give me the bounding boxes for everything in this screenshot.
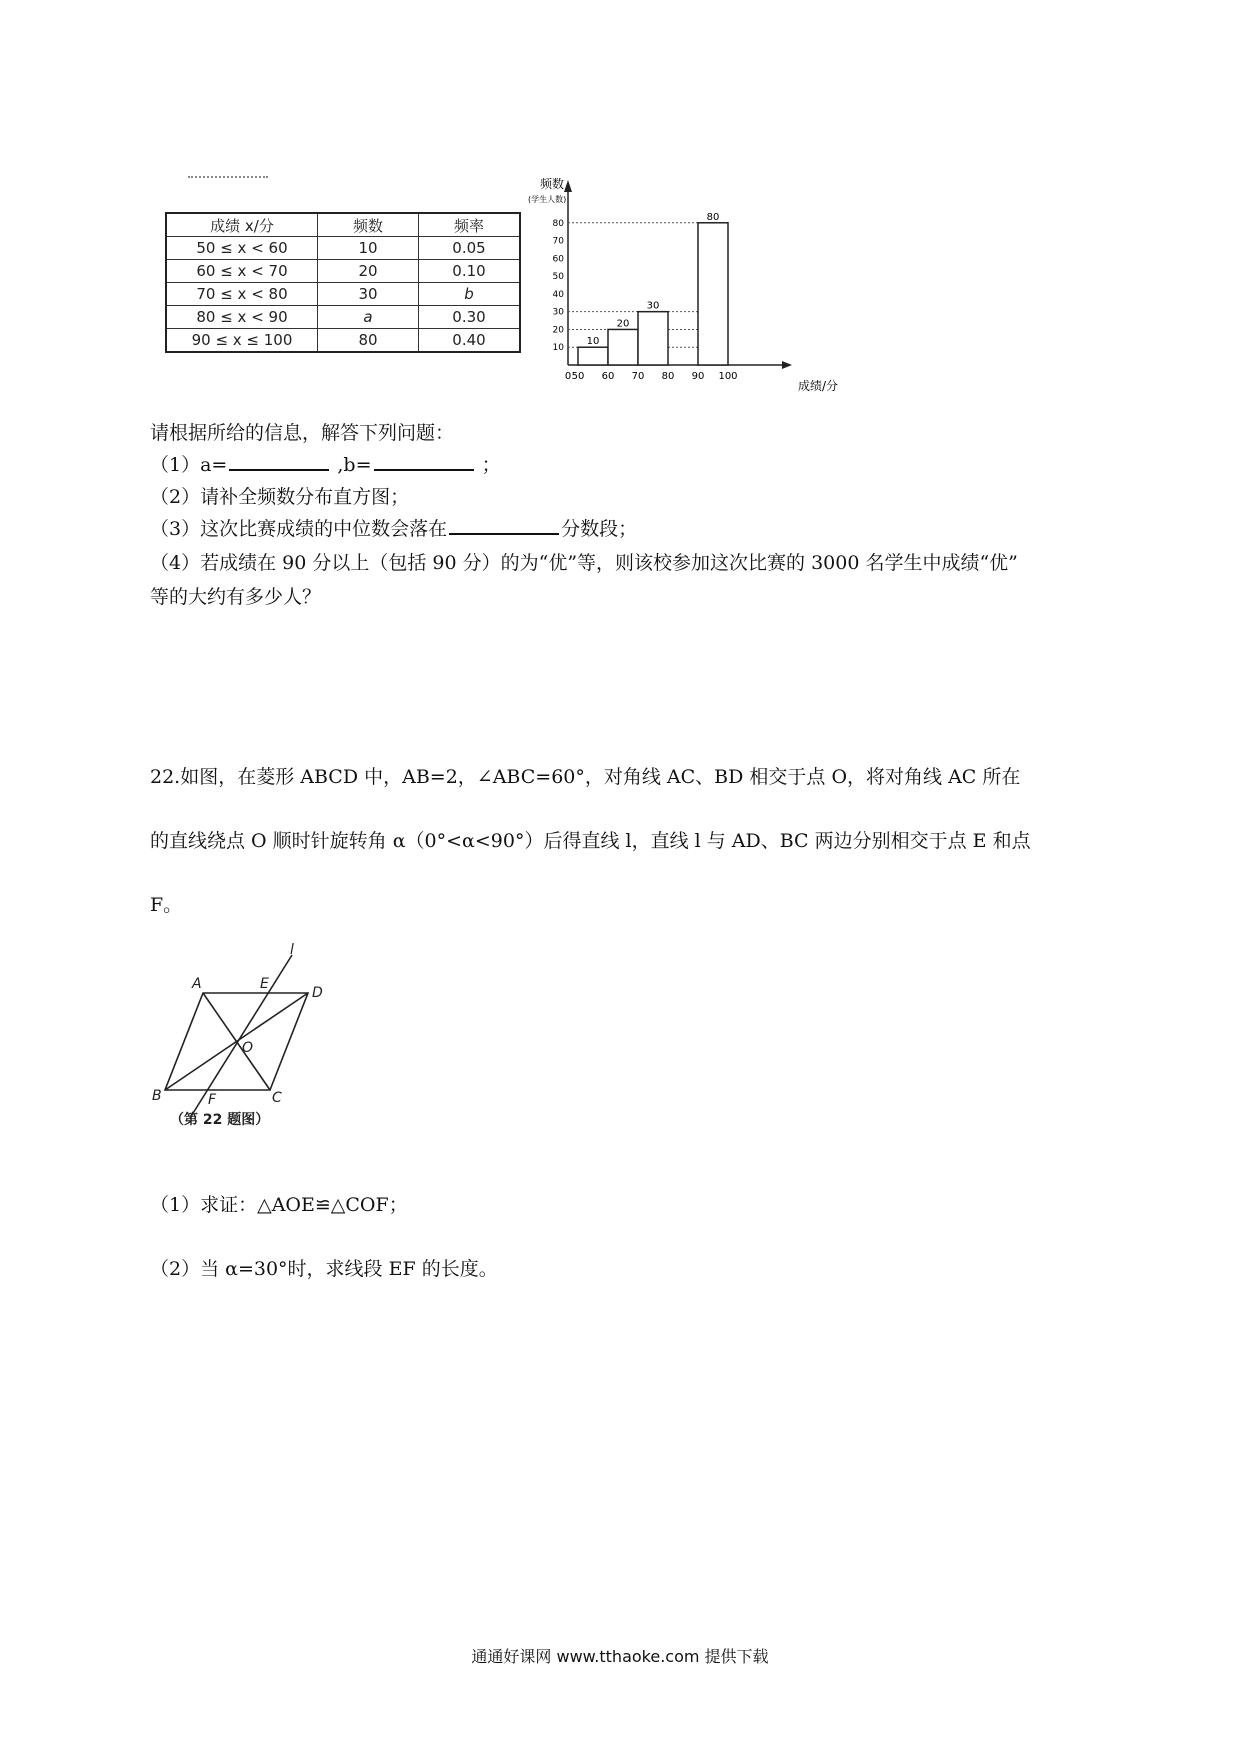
q22-line1: 22.如图，在菱形 ABCD 中，AB=2，∠ABC=60°，对角线 AC、BD 相交于点 O，将对角线 AC 所在 [150, 766, 1021, 788]
q22-sub1: （1）求证：△AOE≌△COF； [150, 1194, 408, 1216]
label-c: C [272, 1090, 282, 1106]
y-axis-arrow [564, 180, 572, 192]
bar-data-label: 80 [706, 211, 720, 223]
scan-mark [188, 176, 268, 178]
q21-part3-pre: （3）这次比赛成绩的中位数会落在 [150, 518, 448, 540]
x-axis-title: 成绩/分 [798, 379, 839, 393]
label-o: O [242, 1040, 254, 1056]
chart-bars [578, 212, 728, 365]
q21-part2: （2）请补全频数分布直方图； [150, 486, 410, 508]
table-header: 频率 [419, 213, 521, 237]
table-cell: 80 [318, 329, 419, 353]
y-tick-label: 70 [552, 236, 564, 247]
table-row [166, 283, 520, 306]
rhombus-figure [150, 940, 350, 1130]
answer-blank-a [229, 451, 329, 471]
y-tick-label: 60 [552, 254, 564, 265]
y-tick-label: 30 [552, 307, 564, 318]
table-cell: 60 ≤ x < 70 [166, 260, 318, 283]
x-tick-label: 50 [571, 371, 585, 382]
table-cell: 50 ≤ x < 60 [166, 237, 318, 260]
table-cell: 10 [318, 237, 419, 260]
q21-part1-b-label: ,b= [337, 454, 372, 476]
table-cell: 30 [318, 283, 419, 306]
answer-blank-median [449, 515, 559, 535]
table-cell: 0.30 [419, 306, 521, 329]
y-axis-title: 频数 [540, 177, 565, 191]
x-ticks [565, 371, 738, 382]
label-f: F [208, 1092, 217, 1108]
q21-part4-line1: （4）若成绩在 90 分以上（包括 90 分）的为“优”等，则该校参加这次比赛的 3000 名学生中成绩“优” [150, 552, 1018, 574]
q21-part3-post: 分数段； [561, 518, 638, 540]
y-ticks [553, 219, 565, 353]
q21-part4-line2: 等的大约有多少人？ [150, 586, 322, 608]
x-tick-label: 60 [601, 371, 615, 382]
histogram-bar [698, 223, 728, 365]
q21-intro: 请根据所给的信息，解答下列问题： [150, 422, 455, 444]
table-cell: 90 ≤ x ≤ 100 [166, 329, 318, 353]
table-header: 频数 [318, 213, 419, 237]
table-cell: a [318, 306, 419, 329]
q22-line3: F。 [150, 894, 183, 916]
y-axis-subtitle: (学生人数) [528, 195, 567, 204]
table-header-row [166, 213, 520, 237]
bar-data-label: 20 [616, 318, 630, 330]
x-tick-label: 70 [631, 371, 645, 382]
bar-data-label: 10 [586, 336, 600, 348]
x-tick-label: 0 [564, 371, 572, 382]
diagonal-bd [165, 993, 308, 1090]
table-cell: 0.40 [419, 329, 521, 353]
page-footer: 通通好课网 www.tthaoke.com 提供下载 [471, 1647, 769, 1666]
table-cell: 0.05 [419, 237, 521, 260]
label-b: B [152, 1088, 162, 1104]
histogram-bar [638, 312, 668, 365]
table-cell: 80 ≤ x < 90 [166, 306, 318, 329]
q21-part1 [150, 450, 501, 477]
table-cell: b [419, 283, 521, 306]
q21-part3 [150, 514, 637, 541]
label-l: l [290, 942, 294, 958]
y-tick-label: 10 [552, 343, 564, 354]
q22-line2: 的直线绕点 O 顺时针旋转角 α（0°<α<90°）后得直线 l，直线 l 与 AD、BC 两边分别相交于点 E 和点 [150, 830, 1031, 852]
x-axis-arrow [782, 361, 792, 369]
histogram-bar [578, 347, 608, 365]
label-d: D [312, 985, 323, 1001]
table-row [166, 329, 520, 353]
q22-sub2: （2）当 α=30°时，求线段 EF 的长度。 [150, 1258, 498, 1280]
frequency-table [165, 212, 521, 353]
table-cell: 0.10 [419, 260, 521, 283]
label-e: E [260, 976, 269, 992]
table-row [166, 237, 520, 260]
frequency-histogram [520, 170, 880, 395]
table-row [166, 260, 520, 283]
bar-data-label: 30 [646, 300, 660, 312]
label-a: A [192, 976, 202, 992]
y-tick-label: 20 [552, 325, 564, 336]
q21-part1-end: ； [481, 454, 501, 476]
q21-part1-a-label: （1）a= [150, 454, 228, 476]
table-header: 成绩 x/分 [166, 213, 318, 237]
table-cell: 20 [318, 260, 419, 283]
y-tick-label: 40 [552, 289, 564, 300]
x-tick-label: 90 [691, 371, 705, 382]
y-tick-label: 50 [552, 272, 564, 283]
x-tick-label: 100 [718, 371, 738, 382]
answer-blank-b [374, 451, 474, 471]
histogram-bar [608, 329, 638, 365]
table-row [166, 306, 520, 329]
y-tick-label: 80 [552, 218, 564, 229]
figure-caption: （第 22 题图） [170, 1112, 270, 1128]
table-cell: 70 ≤ x < 80 [166, 283, 318, 306]
x-tick-label: 80 [661, 371, 675, 382]
